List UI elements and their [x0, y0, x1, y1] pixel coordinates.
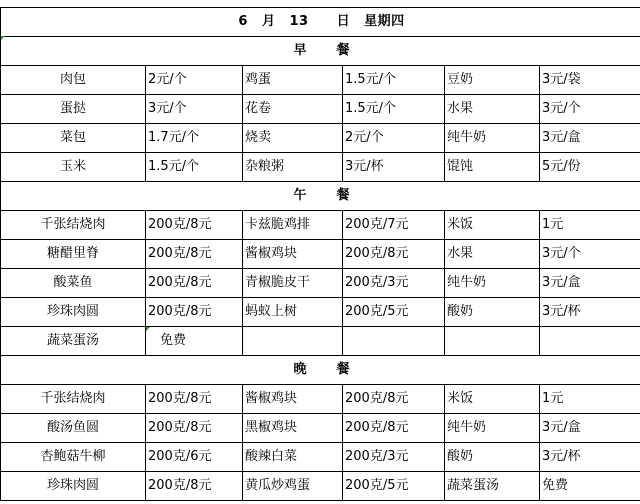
item-name: 蚂蚁上树: [243, 298, 343, 327]
item-price: 200克/8元: [146, 240, 243, 269]
table-row: [1, 414, 640, 443]
date-month-unit: 月: [261, 14, 276, 29]
cell-comment-marker: [1, 36, 5, 40]
item-name: 菜包: [1, 124, 146, 153]
empty-cell: [243, 327, 343, 356]
item-price: 200克/5元: [343, 298, 445, 327]
item-price: 200克/8元: [146, 472, 243, 501]
item-name: 花卷: [243, 95, 343, 124]
dinner-header: 晚 餐: [1, 356, 640, 385]
item-price: 200克/8元: [146, 298, 243, 327]
item-price: 5元/份: [540, 153, 640, 182]
item-name: 肉包: [1, 66, 146, 95]
item-price: 3元/杯: [540, 298, 640, 327]
item-price: 200克/8元: [146, 385, 243, 414]
item-name: 珍珠肉圆: [1, 472, 146, 501]
breakfast-header: 早 餐: [1, 37, 640, 66]
dinner-header-row: [1, 356, 640, 385]
item-name: 豆奶: [445, 66, 540, 95]
item-price: 3元/盒: [540, 269, 640, 298]
item-price: 3元/盒: [540, 124, 640, 153]
item-name: 酸汤鱼圆: [1, 414, 146, 443]
item-price: 200克/8元: [343, 385, 445, 414]
item-price: 200克/8元: [343, 240, 445, 269]
item-name: 黄瓜炒鸡蛋: [243, 472, 343, 501]
item-name: 千张结烧肉: [1, 211, 146, 240]
table-row: [1, 211, 640, 240]
table-row: [1, 385, 640, 414]
item-name: 酸菜鱼: [1, 269, 146, 298]
item-name: 馄饨: [445, 153, 540, 182]
item-name: 米饭: [445, 211, 540, 240]
item-name: 烧卖: [243, 124, 343, 153]
item-price: 200克/8元: [146, 269, 243, 298]
date-weekday: 星期四: [364, 14, 405, 29]
item-name: 纯牛奶: [445, 414, 540, 443]
item-name: 蔬菜蛋汤: [1, 327, 146, 356]
item-price: 200克/7元: [343, 211, 445, 240]
table-row: [1, 472, 640, 501]
item-price: 200克/6元: [146, 443, 243, 472]
table-row: [1, 66, 640, 95]
item-name: 糖醋里脊: [1, 240, 146, 269]
cell-comment-marker: [146, 327, 150, 331]
empty-cell: [445, 327, 540, 356]
date-day: 13: [289, 14, 309, 29]
table-row: [1, 269, 640, 298]
date-title: [1, 8, 640, 37]
table-row: [1, 95, 640, 124]
date-month: 6: [238, 14, 248, 29]
item-name: 酸奶: [445, 443, 540, 472]
item-price: 1元: [540, 385, 640, 414]
item-name: 鸡蛋: [243, 66, 343, 95]
item-price: 200克/3元: [343, 269, 445, 298]
lunch-header: 午 餐: [1, 182, 640, 211]
item-name: 蔬菜蛋汤: [445, 472, 540, 501]
item-name: 青椒脆皮干: [243, 269, 343, 298]
item-price: 1.7元/个: [146, 124, 243, 153]
item-name: 米饭: [445, 385, 540, 414]
item-price: 200克/5元: [343, 472, 445, 501]
table-row: [1, 327, 640, 356]
item-price: 1.5元/个: [146, 153, 243, 182]
item-name: 酱椒鸡块: [243, 240, 343, 269]
table-row: [1, 443, 640, 472]
item-price: 3元/杯: [540, 443, 640, 472]
item-price: 200克/3元: [343, 443, 445, 472]
item-name: 水果: [445, 95, 540, 124]
breakfast-header-row: [1, 37, 640, 66]
item-name: 酸辣白菜: [243, 443, 343, 472]
empty-cell: [343, 327, 445, 356]
table-row: [1, 124, 640, 153]
item-price: 3元/个: [146, 95, 243, 124]
item-price: 2元/个: [146, 66, 243, 95]
table-row: [1, 240, 640, 269]
item-price: 3元/个: [540, 240, 640, 269]
item-name: 蛋挞: [1, 95, 146, 124]
item-name: 杂粮粥: [243, 153, 343, 182]
item-name: 玉米: [1, 153, 146, 182]
item-price: 免费: [146, 327, 243, 356]
item-name: 水果: [445, 240, 540, 269]
item-price: 1.5元/个: [343, 66, 445, 95]
item-price: 3元/杯: [343, 153, 445, 182]
item-name: 黑椒鸡块: [243, 414, 343, 443]
menu-table: [0, 7, 640, 501]
item-price: 3元/个: [540, 95, 640, 124]
date-row: [1, 8, 640, 37]
item-price: 3元/盒: [540, 414, 640, 443]
item-name: 千张结烧肉: [1, 385, 146, 414]
lunch-header-row: [1, 182, 640, 211]
date-day-unit: 日: [336, 14, 351, 29]
item-price: 1元: [540, 211, 640, 240]
item-price: 200克/8元: [343, 414, 445, 443]
item-price: 1.5元/个: [343, 95, 445, 124]
item-name: 珍珠肉圆: [1, 298, 146, 327]
item-price: 200克/8元: [146, 414, 243, 443]
item-price: 2元/个: [343, 124, 445, 153]
item-name: 纯牛奶: [445, 269, 540, 298]
item-price: 免费: [540, 472, 640, 501]
table-row: [1, 298, 640, 327]
item-name: 酱椒鸡块: [243, 385, 343, 414]
item-price: 200克/8元: [146, 211, 243, 240]
item-name: 纯牛奶: [445, 124, 540, 153]
item-price: 3元/袋: [540, 66, 640, 95]
table-row: [1, 153, 640, 182]
item-name: 杏鲍菇牛柳: [1, 443, 146, 472]
item-name: 卡兹脆鸡排: [243, 211, 343, 240]
item-name: 酸奶: [445, 298, 540, 327]
empty-cell: [540, 327, 640, 356]
